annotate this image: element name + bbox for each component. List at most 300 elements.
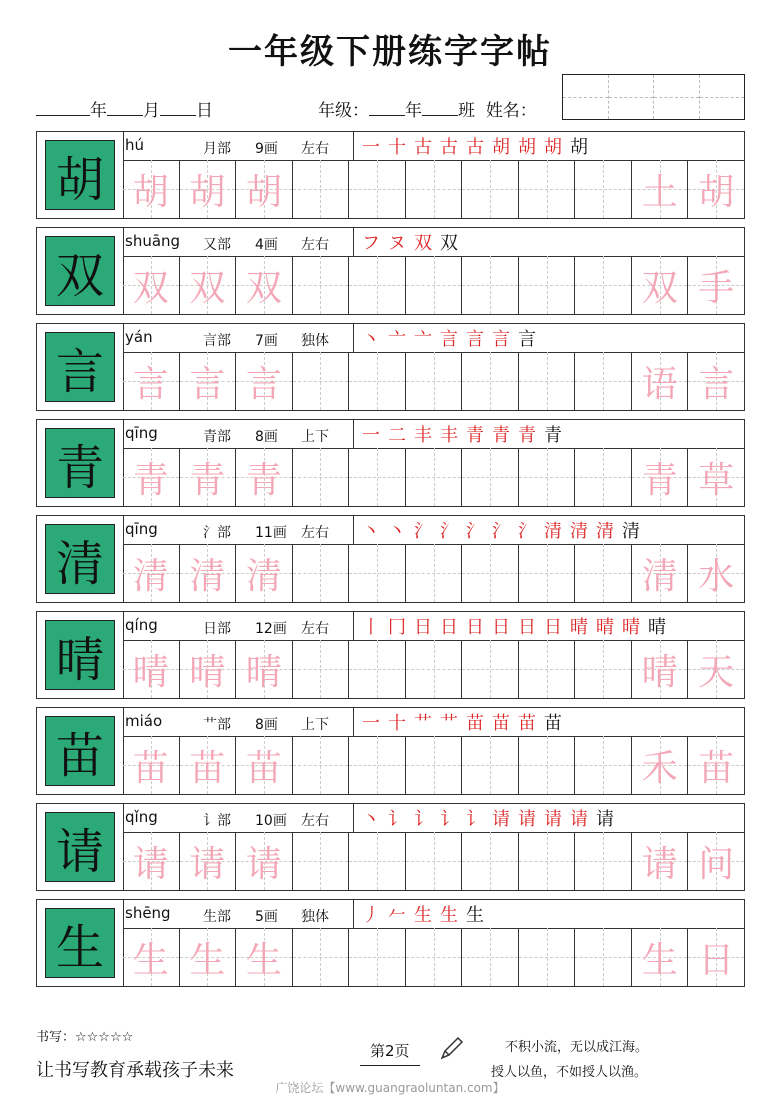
character-block — [36, 131, 745, 219]
practice-cell[interactable] — [349, 640, 406, 698]
stroke-step: 二 — [388, 425, 406, 446]
practice-cell[interactable] — [406, 256, 463, 314]
pen-icon — [438, 1034, 466, 1066]
character-block — [36, 611, 745, 699]
practice-cell[interactable] — [180, 352, 237, 410]
practice-grid — [123, 736, 744, 794]
practice-cell[interactable] — [349, 736, 406, 794]
pinyin: yán — [125, 328, 153, 346]
practice-cell[interactable] — [575, 160, 632, 218]
stroke-count: 9画 — [255, 141, 278, 157]
practice-cell[interactable] — [406, 640, 463, 698]
stroke-count: 4画 — [255, 237, 278, 253]
trace-character: 青 — [132, 459, 169, 501]
name-box[interactable] — [562, 74, 745, 120]
practice-cell[interactable] — [519, 640, 576, 698]
practice-cell[interactable] — [180, 928, 237, 986]
trace-character: 胡 — [245, 171, 282, 213]
stroke-step: 胡 — [492, 137, 510, 158]
char-info — [123, 228, 744, 257]
watermark: 广饶论坛【www.guangraoluntan.com】 — [275, 1081, 505, 1095]
structure: 左右 — [301, 141, 329, 157]
practice-cell[interactable] — [293, 640, 350, 698]
stroke-step: 请 — [570, 809, 588, 830]
grade-label: 年级： — [318, 101, 369, 121]
stroke-step: 请 — [518, 809, 536, 830]
structure: 左右 — [301, 621, 329, 637]
stroke-step: 胡 — [518, 137, 536, 158]
stroke-step: 冂 — [388, 617, 406, 638]
stroke-step: 双 — [414, 233, 432, 254]
stroke-step: 苗 — [466, 713, 484, 734]
stroke-order — [353, 324, 536, 352]
practice-cell[interactable] — [180, 544, 237, 602]
practice-cell[interactable] — [519, 448, 576, 506]
name-cell[interactable] — [609, 75, 655, 119]
structure: 左右 — [301, 237, 329, 253]
practice-cell[interactable] — [575, 544, 632, 602]
trace-character: 言 — [245, 363, 282, 405]
practice-cell[interactable] — [632, 736, 689, 794]
char-info — [123, 324, 744, 353]
stroke-step: 亠 — [388, 329, 406, 350]
structure: 独体 — [301, 909, 329, 925]
stroke-step: 晴 — [622, 617, 640, 638]
stroke-step: 一 — [362, 137, 380, 158]
radical: 言部 — [203, 333, 231, 349]
stroke-step: 生 — [466, 905, 484, 926]
practice-cell[interactable] — [688, 160, 744, 218]
practice-cell[interactable] — [180, 160, 237, 218]
practice-cell[interactable] — [575, 448, 632, 506]
practice-cell[interactable] — [519, 832, 576, 890]
stroke-step: 古 — [440, 137, 458, 158]
practice-cell[interactable] — [123, 928, 180, 986]
practice-cell[interactable] — [406, 352, 463, 410]
radical: 青部 — [203, 429, 231, 445]
stroke-step: 丶 — [362, 521, 380, 542]
practice-cell[interactable] — [632, 640, 689, 698]
practice-cell[interactable] — [236, 544, 293, 602]
structure: 上下 — [301, 429, 329, 445]
radical: 讠部 — [203, 813, 231, 829]
char-info — [123, 804, 744, 833]
char-info — [123, 612, 744, 641]
stroke-step: 一 — [362, 425, 380, 446]
stroke-step: 双 — [440, 233, 458, 254]
stroke-step: 青 — [466, 425, 484, 446]
practice-cell[interactable] — [575, 832, 632, 890]
trace-character: 清 — [245, 555, 282, 597]
name-cell[interactable] — [563, 75, 609, 119]
trace-character: 天 — [698, 651, 735, 693]
stroke-order — [353, 228, 458, 256]
stroke-step: フ — [362, 233, 380, 254]
stroke-step: 晴 — [648, 617, 666, 638]
stroke-step: 胡 — [570, 137, 588, 158]
stroke-step: 请 — [596, 809, 614, 830]
trace-character: 苗 — [698, 747, 735, 789]
trace-character: 请 — [189, 843, 226, 885]
practice-grid — [123, 832, 744, 890]
model-character: 晴 — [45, 620, 115, 690]
stroke-count: 8画 — [255, 429, 278, 445]
trace-character: 禾 — [641, 747, 678, 789]
trace-character: 清 — [189, 555, 226, 597]
stroke-step: 日 — [466, 617, 484, 638]
pinyin: qíng — [125, 616, 158, 634]
model-character: 双 — [45, 236, 115, 306]
year-label: 年 — [90, 101, 107, 121]
practice-cell[interactable] — [349, 832, 406, 890]
practice-grid — [123, 256, 744, 314]
practice-cell[interactable] — [575, 736, 632, 794]
practice-cell[interactable] — [519, 256, 576, 314]
practice-cell[interactable] — [293, 544, 350, 602]
practice-cell[interactable] — [406, 928, 463, 986]
stroke-step: 请 — [492, 809, 510, 830]
practice-cell[interactable] — [462, 160, 519, 218]
practice-cell[interactable] — [462, 352, 519, 410]
stroke-step: 日 — [440, 617, 458, 638]
practice-cell[interactable] — [575, 352, 632, 410]
practice-grid — [123, 640, 744, 698]
structure: 独体 — [301, 333, 329, 349]
stroke-step: 苗 — [492, 713, 510, 734]
day-label: 日 — [196, 101, 213, 121]
practice-cell[interactable] — [349, 352, 406, 410]
practice-cell[interactable] — [462, 448, 519, 506]
stroke-count: 5画 — [255, 909, 278, 925]
trace-character: 清 — [641, 555, 678, 597]
practice-cell[interactable] — [688, 736, 744, 794]
model-character: 胡 — [45, 140, 115, 210]
stroke-order — [353, 420, 562, 448]
practice-cell[interactable] — [406, 544, 463, 602]
practice-cell[interactable] — [236, 160, 293, 218]
practice-cell[interactable] — [293, 160, 350, 218]
name-cell[interactable] — [654, 75, 700, 119]
practice-cell[interactable] — [688, 544, 744, 602]
practice-cell[interactable] — [462, 928, 519, 986]
practice-cell[interactable] — [123, 832, 180, 890]
practice-cell[interactable] — [519, 352, 576, 410]
practice-cell[interactable] — [462, 256, 519, 314]
practice-cell[interactable] — [575, 256, 632, 314]
stroke-step: 艹 — [414, 713, 432, 734]
month-label: 月 — [143, 101, 160, 121]
pinyin: hú — [125, 136, 145, 154]
practice-cell[interactable] — [519, 544, 576, 602]
big-char-cell — [37, 324, 124, 410]
stroke-order — [353, 132, 588, 160]
stroke-step: 苗 — [518, 713, 536, 734]
char-info — [123, 708, 744, 737]
practice-cell[interactable] — [180, 640, 237, 698]
big-char-cell — [37, 516, 124, 602]
stroke-step: 胡 — [544, 137, 562, 158]
big-char-cell — [37, 132, 124, 218]
practice-cell[interactable] — [349, 256, 406, 314]
character-block — [36, 323, 745, 411]
practice-cell[interactable] — [236, 352, 293, 410]
practice-cell[interactable] — [293, 448, 350, 506]
practice-cell[interactable] — [462, 736, 519, 794]
trace-character: 双 — [245, 267, 282, 309]
practice-cell[interactable] — [632, 448, 689, 506]
practice-cell[interactable] — [349, 928, 406, 986]
practice-cell[interactable] — [123, 256, 180, 314]
stroke-step: 氵 — [466, 521, 484, 542]
practice-cell[interactable] — [293, 832, 350, 890]
practice-cell[interactable] — [406, 160, 463, 218]
practice-cell[interactable] — [575, 928, 632, 986]
pinyin: qǐng — [125, 808, 158, 826]
radical: 氵部 — [203, 525, 231, 541]
trace-character: 手 — [698, 267, 735, 309]
practice-grid — [123, 160, 744, 218]
pinyin: qīng — [125, 424, 158, 442]
trace-character: 苗 — [189, 747, 226, 789]
practice-cell[interactable] — [688, 640, 744, 698]
practice-cell[interactable] — [632, 256, 689, 314]
practice-cell[interactable] — [236, 832, 293, 890]
trace-character: 胡 — [132, 171, 169, 213]
stroke-step: 十 — [388, 137, 406, 158]
practice-cell[interactable] — [462, 640, 519, 698]
practice-cell[interactable] — [293, 736, 350, 794]
practice-cell[interactable] — [462, 544, 519, 602]
practice-grid — [123, 544, 744, 602]
practice-cell[interactable] — [406, 736, 463, 794]
stroke-order — [353, 708, 562, 736]
model-character: 请 — [45, 812, 115, 882]
trace-character: 语 — [641, 363, 678, 405]
pinyin: shēng — [125, 904, 171, 922]
character-block — [36, 899, 745, 987]
radical: 生部 — [203, 909, 231, 925]
stroke-step: 氵 — [440, 521, 458, 542]
trace-character: 日 — [698, 939, 735, 981]
practice-cell[interactable] — [180, 736, 237, 794]
page-number: 第2页 — [360, 1040, 420, 1066]
trace-character: 生 — [245, 939, 282, 981]
day-blank[interactable] — [160, 101, 196, 116]
practice-cell[interactable] — [519, 160, 576, 218]
trace-character: 请 — [641, 843, 678, 885]
stroke-step: 氵 — [518, 521, 536, 542]
trace-character: 青 — [245, 459, 282, 501]
big-char-cell — [37, 228, 124, 314]
stroke-step: 丶 — [362, 809, 380, 830]
big-char-cell — [37, 420, 124, 506]
practice-cell[interactable] — [293, 256, 350, 314]
radical: 月部 — [203, 141, 231, 157]
practice-cell[interactable] — [349, 448, 406, 506]
practice-cell[interactable] — [180, 256, 237, 314]
practice-cell[interactable] — [123, 544, 180, 602]
stroke-step: 讠 — [414, 809, 432, 830]
stroke-step: 生 — [414, 905, 432, 926]
name-cell[interactable] — [700, 75, 745, 119]
stroke-step: 日 — [544, 617, 562, 638]
stroke-step: 请 — [544, 809, 562, 830]
practice-cell[interactable] — [406, 832, 463, 890]
structure: 上下 — [301, 717, 329, 733]
char-info — [123, 420, 744, 449]
practice-cell[interactable] — [236, 256, 293, 314]
practice-cell[interactable] — [688, 928, 744, 986]
trace-character: 苗 — [132, 747, 169, 789]
practice-cell[interactable] — [632, 160, 689, 218]
practice-cell[interactable] — [632, 928, 689, 986]
rating: 书写：☆☆☆☆☆ — [36, 1030, 134, 1045]
stroke-step: 一 — [362, 713, 380, 734]
practice-cell[interactable] — [406, 448, 463, 506]
trace-character: 晴 — [132, 651, 169, 693]
radical: 日部 — [203, 621, 231, 637]
practice-cell[interactable] — [123, 352, 180, 410]
stroke-step: 古 — [414, 137, 432, 158]
stroke-step: 丰 — [440, 425, 458, 446]
stroke-step: 讠 — [466, 809, 484, 830]
stroke-step: ヌ — [388, 233, 406, 254]
practice-cell[interactable] — [293, 928, 350, 986]
char-info — [123, 132, 744, 161]
practice-cell[interactable] — [123, 736, 180, 794]
stroke-step: 日 — [414, 617, 432, 638]
character-block — [36, 515, 745, 603]
stroke-step: 氵 — [414, 521, 432, 542]
stroke-count: 10画 — [255, 813, 287, 829]
year-blank[interactable] — [36, 101, 90, 116]
slogan: 让书写教育承载孩子未来 — [36, 1060, 234, 1081]
stroke-step: 日 — [518, 617, 536, 638]
practice-cell[interactable] — [123, 448, 180, 506]
stroke-step: 丶 — [388, 521, 406, 542]
page-title: 一年级下册练字字帖 — [228, 32, 552, 72]
practice-cell[interactable] — [688, 256, 744, 314]
stroke-count: 11画 — [255, 525, 287, 541]
stroke-step: 讠 — [388, 809, 406, 830]
stroke-step: 清 — [622, 521, 640, 542]
trace-character: 青 — [641, 459, 678, 501]
stroke-step: 讠 — [440, 809, 458, 830]
trace-character: 草 — [698, 459, 735, 501]
trace-character: 生 — [132, 939, 169, 981]
stroke-step: 青 — [544, 425, 562, 446]
practice-grid — [123, 928, 744, 986]
character-block — [36, 419, 745, 507]
trace-character: 青 — [189, 459, 226, 501]
practice-cell[interactable] — [519, 736, 576, 794]
trace-character: 晴 — [245, 651, 282, 693]
stroke-count: 12画 — [255, 621, 287, 637]
stroke-step: 青 — [492, 425, 510, 446]
practice-grid — [123, 352, 744, 410]
practice-cell[interactable] — [180, 448, 237, 506]
practice-cell[interactable] — [123, 640, 180, 698]
model-character: 言 — [45, 332, 115, 402]
stroke-step: 晴 — [570, 617, 588, 638]
practice-cell[interactable] — [349, 544, 406, 602]
practice-cell[interactable] — [462, 832, 519, 890]
practice-cell[interactable] — [688, 352, 744, 410]
practice-cell[interactable] — [236, 736, 293, 794]
grade-year-label: 年 — [405, 101, 422, 121]
practice-cell[interactable] — [575, 640, 632, 698]
practice-cell[interactable] — [236, 928, 293, 986]
practice-cell[interactable] — [180, 832, 237, 890]
class-blank[interactable] — [422, 101, 458, 116]
trace-character: 双 — [641, 267, 678, 309]
practice-cell[interactable] — [632, 832, 689, 890]
class-label: 班 — [458, 101, 475, 121]
class-line — [318, 96, 537, 121]
char-info — [123, 900, 744, 929]
stroke-order — [353, 612, 666, 640]
stroke-count: 7画 — [255, 333, 278, 349]
big-char-cell — [37, 900, 124, 986]
stroke-step: 丶 — [362, 329, 380, 350]
trace-character: 清 — [132, 555, 169, 597]
date-line — [36, 96, 213, 121]
stroke-order — [353, 804, 614, 832]
stroke-step: 苗 — [544, 713, 562, 734]
month-blank[interactable] — [107, 101, 143, 116]
stroke-step: 𠂉 — [388, 905, 406, 926]
model-character: 青 — [45, 428, 115, 498]
practice-cell[interactable] — [349, 160, 406, 218]
practice-cell[interactable] — [123, 160, 180, 218]
practice-cell[interactable] — [632, 544, 689, 602]
stroke-step: 艹 — [440, 713, 458, 734]
stroke-step: 氵 — [492, 521, 510, 542]
trace-character: 生 — [641, 939, 678, 981]
pinyin: qīng — [125, 520, 158, 538]
trace-character: 请 — [132, 843, 169, 885]
pinyin: miáo — [125, 712, 163, 730]
practice-cell[interactable] — [632, 352, 689, 410]
model-character: 生 — [45, 908, 115, 978]
big-char-cell — [37, 708, 124, 794]
model-character: 清 — [45, 524, 115, 594]
practice-cell[interactable] — [519, 928, 576, 986]
practice-grid — [123, 448, 744, 506]
stroke-step: 言 — [466, 329, 484, 350]
grade-blank[interactable] — [369, 101, 405, 116]
structure: 左右 — [301, 525, 329, 541]
stroke-step: 清 — [596, 521, 614, 542]
practice-cell[interactable] — [688, 448, 744, 506]
char-info — [123, 516, 744, 545]
trace-character: 请 — [245, 843, 282, 885]
stroke-step: 古 — [466, 137, 484, 158]
stroke-step: 丨 — [362, 617, 380, 638]
name-label: 姓名： — [485, 101, 537, 121]
practice-cell[interactable] — [236, 448, 293, 506]
trace-character: 言 — [698, 363, 735, 405]
stroke-step: 丰 — [414, 425, 432, 446]
trace-character: 晴 — [189, 651, 226, 693]
trace-character: 土 — [641, 171, 678, 213]
practice-cell[interactable] — [236, 640, 293, 698]
practice-cell[interactable] — [293, 352, 350, 410]
practice-cell[interactable] — [688, 832, 744, 890]
character-block — [36, 227, 745, 315]
trace-character: 胡 — [189, 171, 226, 213]
stroke-step: 亠 — [414, 329, 432, 350]
